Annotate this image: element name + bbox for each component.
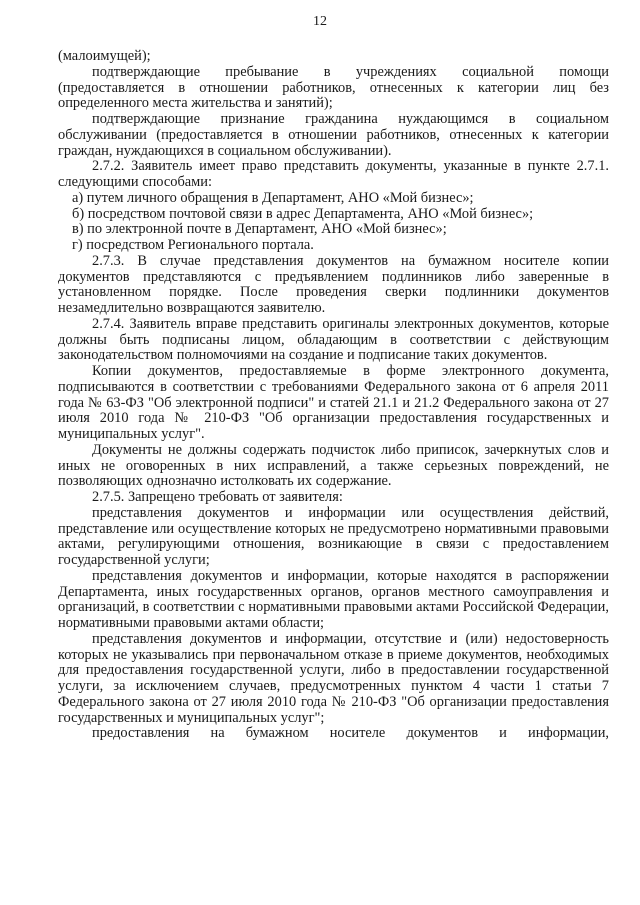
list-item-v: в) по электронной почте в Департамент, АНО «Мой бизнес»; [72,221,447,238]
paragraph-truncated: предоставления на бумажном носителе документов и информации, [92,725,609,742]
paragraph-continuation: (малоимущей); [58,48,151,64]
paragraph: подтверждающие признание гражданина нуждающимся в социальном обслуживании (предоставляется в отношении работников, отнесенных к категории граждан, нуждающихся в социальном обслуживании). [58,111,609,159]
paragraph: представления документов и информации, которые находятся в распоряжении Департамента, иных государственных органов, органов местного самоуправления и организаций, в соответствии с нормативными правовыми актами Российской Федерации, нормативными правовыми актами области; [58,567,609,631]
paragraph-section-2-7-2: 2.7.2. Заявитель имеет право представить документы, указанные в пункте 2.7.1. следующими способами: [58,158,609,190]
list-item-g: г) посредством Регионального портала. [72,237,314,253]
paragraph-section-2-7-5: 2.7.5. Запрещено требовать от заявителя: [92,489,343,505]
page-number: 12 [313,14,327,29]
paragraph: Копии документов, предоставляемые в форме электронного документа, подписываются в соответствии с требованиями Федерального закона от 6 апреля 2011 года № 63-ФЗ "Об электронной подписи" и статей 21.1 и 21.2 Федерального закона от 27 июля 2010 года № 210-ФЗ "Об организации предоставления государственных и муниципальных услуг". [58,363,609,442]
list-item-b: б) посредством почтовой связи в адрес Департамента, АНО «Мой бизнес»; [72,205,534,222]
paragraph-section-2-7-3: 2.7.3. В случае представления документов на бумажном носителе копии документов представляются с предъявлением подлинников либо заверенные в установленном порядке. После проведения сверки подлинники документов незамедлительно возвращаются заявителю. [58,252,609,316]
paragraph-section-2-7-4: 2.7.4. Заявитель вправе представить оригиналы электронных документов, которые должны быть подписаны лицом, обладающим в соответствии с действующим законодательством полномочиями на создание и подписание таких документов. [58,315,609,364]
paragraph: представления документов и информации, отсутствие и (или) недостоверность которых не указывались при первоначальном отказе в приеме документов, необходимых для предоставления государственной услуги, либо в предоставлении государственной услуги, за исключением случаев, предусмотренных пунктом 4 части 1 статьи 7 Федерального закона от 27 июля 2010 года № 210-ФЗ "Об организации предоставления государственных и муниципальных услуг"; [58,630,609,726]
paragraph: подтверждающие пребывание в учреждениях социальной помощи (предоставляется в отношении работников, отнесенных к категории лиц без определенного места жительства и занятий); [58,63,609,112]
list-item-a: а) путем личного обращения в Департамент, АНО «Мой бизнес»; [72,189,474,206]
paragraph: Документы не должны содержать подчисток либо приписок, зачеркнутых слов и иных не оговоренных в них исправлений, а также серьезных повреждений, не позволяющих однозначно истолковать их содержание. [58,441,609,490]
document-body [58,49,609,742]
paragraph: представления документов и информации или осуществления действий, представление или осуществление которых не предусмотрено нормативными правовыми актами, регулирующими отношения, возникающие в связи с предоставлением государственной услуги; [58,504,609,568]
